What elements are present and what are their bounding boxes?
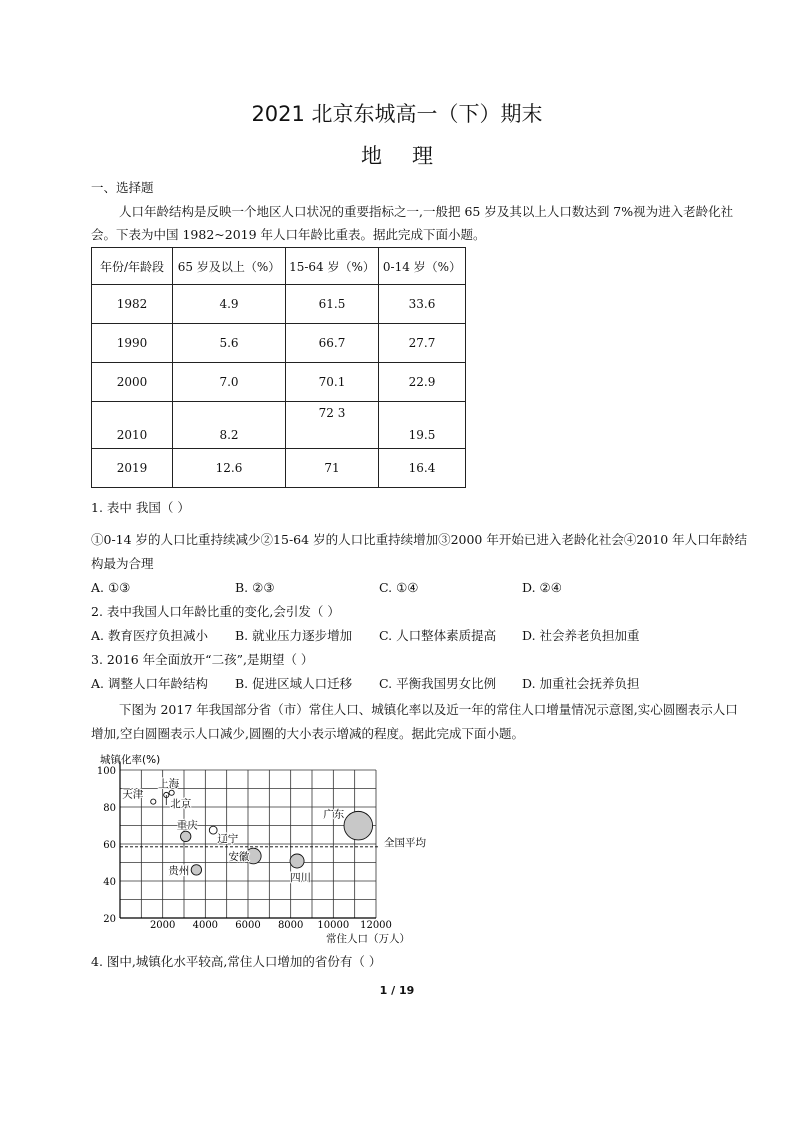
data-point-label: 北京 <box>170 797 192 810</box>
data-point-label: 广东 <box>323 808 345 821</box>
y-tick-label: 80 <box>103 803 116 814</box>
table-cell: 22.9 <box>379 363 466 402</box>
table-cell: 1982 <box>92 285 173 324</box>
table-cell: 1990 <box>92 324 173 363</box>
table-cell: 70.1 <box>286 363 379 402</box>
data-point-label: 贵州 <box>168 864 190 877</box>
q1-option-b: B. ②③ <box>235 580 275 595</box>
q2-option-b: B. 就业压力逐步增加 <box>235 628 353 643</box>
data-point-label: 辽宁 <box>217 833 239 846</box>
question-1: 1. 表中 我国（ ） <box>91 500 190 515</box>
document-title: 2021 北京东城高一（下）期末 <box>251 102 543 126</box>
q1-option-c: C. ①④ <box>379 580 419 595</box>
q3-option-a: A. 调整人口年龄结构 <box>91 676 208 691</box>
data-point-label: 四川 <box>290 872 312 885</box>
question-3: 3. 2016 年全面放开“二孩”,是期望（ ） <box>91 652 314 667</box>
question-1-stem-line: ①0-14 岁的人口比重持续减少②15-64 岁的人口比重持续增加③2000 年开始已进入老龄化社会④2010 年人口年龄结 <box>91 532 748 547</box>
question-2: 2. 表中我国人口年龄比重的变化,会引发（ ） <box>91 604 340 619</box>
x-tick-label: 12000 <box>360 920 392 931</box>
x-tick-label: 10000 <box>317 920 350 931</box>
table-row <box>92 363 466 402</box>
y-tick-label: 20 <box>103 914 116 925</box>
table-cell: 2019 <box>92 449 173 488</box>
table-cell: 19.5 <box>379 402 466 449</box>
table-cell: 61.5 <box>286 285 379 324</box>
table-header-cell: 15-64 岁（%） <box>286 248 379 285</box>
x-tick-label: 8000 <box>277 920 304 931</box>
table-cell: 4.9 <box>173 285 286 324</box>
data-point <box>181 831 191 841</box>
table-row <box>92 402 466 449</box>
q1-option-a: A. ①③ <box>91 580 131 595</box>
table-cell: 33.6 <box>379 285 466 324</box>
population-urbanization-chart <box>96 750 456 946</box>
subject-title: 地理 <box>361 144 463 168</box>
section-heading: 一、选择题 <box>91 180 154 195</box>
age-structure-table <box>91 247 466 488</box>
data-point-label: 天津 <box>122 788 144 801</box>
y-tick-label: 40 <box>103 877 116 888</box>
data-point-label: 重庆 <box>176 819 198 832</box>
table-cell: 7.0 <box>173 363 286 402</box>
table-cell: 8.2 <box>173 402 286 449</box>
data-point-label: 上海 <box>158 777 180 790</box>
q2-option-d: D. 社会养老负担加重 <box>522 628 640 643</box>
table-row <box>92 449 466 488</box>
q2-option-a: A. 教育医疗负担减小 <box>91 628 208 643</box>
y-tick-label: 100 <box>96 766 116 777</box>
table-row <box>92 324 466 363</box>
table-header-cell: 年份/年龄段 <box>92 248 173 285</box>
q3-option-c: C. 平衡我国男女比例 <box>379 676 497 691</box>
x-tick-label: 4000 <box>192 920 219 931</box>
table-cell: 27.7 <box>379 324 466 363</box>
table-cell: 2000 <box>92 363 173 402</box>
q2-option-c: C. 人口整体素质提高 <box>379 628 497 643</box>
x-tick-label: 2000 <box>149 920 176 931</box>
table-header-row <box>92 248 466 285</box>
intro-paragraph-line: 人口年龄结构是反映一个地区人口状况的重要指标之一,一般把 65 岁及其以上人口数达到 7%视为进入老龄化社 <box>119 204 734 219</box>
table-cell: 71 <box>286 449 379 488</box>
y-axis-title: 城镇化率(%) <box>100 754 161 766</box>
data-point <box>151 799 156 804</box>
table-cell: 72 3 <box>286 402 379 449</box>
intro-paragraph-line: 会。下表为中国 1982~2019 年人口年龄比重表。据此完成下面小题。 <box>91 227 486 242</box>
data-point-label: 安徽 <box>228 851 250 864</box>
table-cell: 2010 <box>92 402 173 449</box>
table-header-cell: 0-14 岁（%） <box>379 248 466 285</box>
x-axis-title: 常住人口（万人） <box>326 933 410 945</box>
q3-option-b: B. 促进区域人口迁移 <box>235 676 353 691</box>
intro-paragraph-line: 下图为 2017 年我国部分省（市）常住人口、城镇化率以及近一年的常住人口增量情况示意图,实心圆圈表示人口 <box>119 702 738 717</box>
national-average-label: 全国平均 <box>384 836 426 849</box>
table-cell: 12.6 <box>173 449 286 488</box>
data-point <box>191 865 201 875</box>
q1-option-d: D. ②④ <box>522 580 562 595</box>
table-cell: 5.6 <box>173 324 286 363</box>
table-cell: 66.7 <box>286 324 379 363</box>
page-number: 1 / 19 <box>379 984 415 997</box>
x-tick-label: 6000 <box>235 920 261 931</box>
intro-paragraph-line: 增加,空白圆圈表示人口减少,圆圈的大小表示增减的程度。据此完成下面小题。 <box>91 726 524 741</box>
data-point <box>290 854 304 868</box>
data-point <box>344 811 373 840</box>
data-point <box>209 826 217 834</box>
table-cell: 16.4 <box>379 449 466 488</box>
table-header-cell: 65 岁及以上（%） <box>173 248 286 285</box>
question-4: 4. 图中,城镇化水平较高,常住人口增加的省份有（ ） <box>91 954 382 969</box>
data-point <box>169 790 174 795</box>
question-1-stem-line: 构最为合理 <box>91 556 154 571</box>
q3-option-d: D. 加重社会抚养负担 <box>522 676 640 691</box>
y-tick-label: 60 <box>103 840 116 851</box>
table-row <box>92 285 466 324</box>
